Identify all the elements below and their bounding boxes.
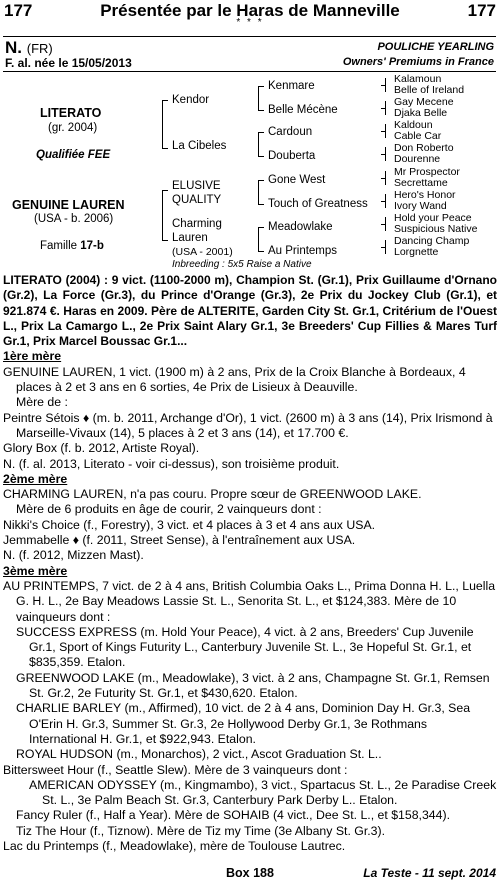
horse-country: (FR)	[26, 41, 53, 56]
first-dam-produce-label: Mère de :	[16, 395, 68, 410]
inbreeding: Inbreeding : 5x5 Raise a Native	[172, 259, 312, 270]
section-second-dam: 2ème mère	[3, 471, 68, 486]
catalogue-body	[3, 273, 497, 854]
g4-ancestor: Lorgnette	[394, 246, 439, 258]
page-footer	[0, 866, 500, 881]
section-third-dam: 3ème mère	[3, 563, 68, 578]
produce-item: Lac du Printemps (f., Meadowlake), mère de Toulouse Lautrec.	[3, 838, 346, 853]
dam-family: Famille 17-b	[40, 240, 104, 252]
horse-birth: F. al. née le 15/05/2013	[5, 56, 132, 70]
produce-item: CHARLIE BARLEY (m., Affirmed), 10 vict. de 2 à 4 ans, Dominion Day H. Gr.3, Sea O'Erin H. Gr.3, Summer St. Gr.3, 2e Hollywood Derby Gr.1, 3e Rothmans International H. Gr.1, et $922,943. Etalon.	[16, 701, 471, 746]
bracket-sire	[162, 100, 163, 148]
horse-category: POULICHE YEARLING	[377, 41, 494, 53]
g2-la-cibeles: La Cibeles	[172, 140, 227, 152]
sire-performance: LITERATO (2004) : 9 vict. (1100-2000 m), Champion St. (Gr.1), Prix Guillaume d'Ornano (Gr.2), La Force (Gr.3), du Prince d'Orange (Gr.3), 2e Prix du Jockey Club (Gr.1), et 921.874 €. Haras en 2009. Père de ALTERITE, Garden City St. Gr.1, Critérium de l'Ouest L., Prix La Camargo L., 2e Prix Saint Alary Gr.1, 3e Breeders' Cup Fillies & Mares Turf Gr.1, Prix Marcel Boussac Gr.1...	[3, 273, 497, 349]
produce-item: Peintre Sétois ♦ (m. b. 2011, Archange d'Or), 1 vict. (2600 m) à 3 ans (14), Prix Irismond à Marseille-Vivaux (14), 5 places à 2 et 3 ans (14), et 17.700 €.	[3, 410, 493, 440]
g3-douberta: Douberta	[268, 150, 316, 162]
page-title: Présentée par le Haras de Manneville	[100, 1, 400, 20]
sale-date: La Teste - 11 sept. 2014	[363, 866, 496, 880]
g3-au-printemps: Au Printemps	[268, 245, 338, 257]
produce-item: Bittersweet Hour (f., Seattle Slew). Mère de 3 vainqueurs dont :	[3, 762, 348, 777]
produce-item: N. (f. 2012, Mizzen Mast).	[3, 548, 144, 563]
g3-touch-of-greatness: Touch of Greatness	[268, 198, 368, 210]
g4-ancestor: Suspicious Native	[394, 223, 478, 235]
g2-lauren-info: (USA - 2001)	[172, 246, 233, 258]
sire-info: (gr. 2004)	[48, 122, 98, 134]
g4-ancestor: Cable Car	[394, 130, 442, 142]
g4-ancestor: Kaldoun	[394, 119, 433, 131]
g4-ancestor: Djaka Belle	[394, 107, 448, 119]
produce-item: Jemmabelle ♦ (f. 2011, Street Sense), à l'entraînement aux USA.	[3, 533, 356, 548]
horse-name-line	[5, 38, 53, 58]
produce-item: N. (f. al. 2013, Literato - voir ci-dessus), son troisième produit.	[3, 456, 340, 471]
third-dam-record: AU PRINTEMPS, 7 vict. de 2 à 4 ans, British Columbia Oaks L., Prima Donna H. L., Luella G. H. L., 2e Bay Meadows Lassie St. L., Senorita St. L., et $124,383. Mère de 10 vainqueurs dont :	[3, 578, 496, 624]
dam-name: GENUINE LAUREN	[12, 198, 125, 212]
g4-ancestor: Gay Mecene	[394, 96, 454, 108]
g4-ancestor: Belle of Ireland	[394, 84, 465, 96]
produce-item: ROYAL HUDSON (m., Monarchos), 2 vict., Ascot Graduation St. L..	[16, 747, 382, 762]
sire-name: LITERATO	[40, 106, 102, 120]
produce-item: AMERICAN ODYSSEY (m., Kingmambo), 3 vict., Spartacus St. L., 2e Paradise Creek St. L., 3e Palm Beach St. Gr.3, Canterbury Park Derby L.. Etalon.	[29, 777, 497, 808]
dam-info: (USA - b. 2006)	[34, 213, 114, 225]
second-dam-record: CHARMING LAUREN, n'a pas couru. Propre sœur de GREENWOOD LAKE.	[3, 487, 422, 502]
pedigree-chart	[0, 72, 500, 272]
g3-gone-west: Gone West	[268, 174, 326, 186]
g4-ancestor: Dourenne	[394, 153, 441, 165]
g2-kendor: Kendor	[172, 94, 210, 106]
g2-elusive: ELUSIVE	[172, 180, 221, 192]
g4-ancestor: Kalamoun	[394, 73, 442, 85]
g3-cardoun: Cardoun	[268, 126, 313, 138]
g4-ancestor: Hero's Honor	[394, 189, 456, 201]
g3-meadowlake: Meadowlake	[268, 221, 333, 233]
header-stars: * * *	[236, 17, 264, 28]
g2-lauren: Lauren	[172, 232, 208, 244]
g3-belle-mecene: Belle Mécène	[268, 104, 338, 116]
g4-ancestor: Secrettame	[394, 177, 448, 189]
produce-item: Glory Box (f. b. 2012, Artiste Royal).	[3, 441, 200, 456]
produce-item: SUCCESS EXPRESS (m. Hold Your Peace), 4 vict. à 2 ans, Breeders' Cup Juvenile Gr.1, Sport of Kings Futurity L., Canterbury Juvenile St. L., 3e Hopeful St. Gr.1, et $835,359. Etalon.	[16, 624, 474, 670]
sire-note: Qualifiée FEE	[36, 149, 111, 161]
g2-quality: QUALITY	[172, 194, 222, 206]
horse-identity-box	[3, 36, 496, 72]
section-first-dam: 1ère mère	[3, 349, 62, 364]
produce-item: Tiz The Hour (f., Tiznow). Mère de Tiz my Time (3e Albany St. Gr.3).	[16, 823, 386, 838]
produce-item: Nikki's Choice (f., Forestry), 3 vict. et 4 places à 3 et 4 ans aux USA.	[3, 517, 376, 532]
bracket-dam	[162, 190, 163, 240]
second-dam-produce-label: Mère de 6 produits en âge de courir, 2 vainqueurs dont :	[16, 502, 322, 517]
g3-kenmare: Kenmare	[268, 80, 315, 92]
g4-ancestor: Hold your Peace	[394, 212, 472, 224]
produce-item: Fancy Ruler (f., Half a Year). Mère de SOHAIB (4 vict., Dee St. L., et $158,344).	[16, 808, 450, 823]
g4-ancestor: Don Roberto	[394, 142, 454, 154]
box-number: Box 188	[226, 866, 274, 880]
g2-charming: Charming	[172, 218, 222, 230]
g4-ancestor: Ivory Wand	[394, 200, 447, 212]
g4-ancestor: Dancing Champ	[394, 235, 470, 247]
lot-number-left: 177	[4, 1, 33, 20]
page-header	[0, 0, 500, 30]
g4-ancestor: Mr Prospector	[394, 166, 460, 178]
owners-premiums: Owners' Premiums in France	[342, 56, 494, 68]
lot-number-right: 177	[467, 1, 496, 20]
first-dam-record: GENUINE LAUREN, 1 vict. (1900 m) à 2 ans, Prix de la Croix Blanche à Bordeaux, 4 places à 2 et 3 ans en 6 sorties, 4e Prix de Lisieux à Deauville.	[3, 364, 466, 395]
produce-item: GREENWOOD LAKE (m., Meadowlake), 3 vict. à 2 ans, Champagne St. Gr.1, Remsen St. Gr.2, 2e Futurity St. Gr.1, et $430,620. Etalon.	[16, 670, 490, 701]
horse-name: N.	[5, 38, 22, 57]
